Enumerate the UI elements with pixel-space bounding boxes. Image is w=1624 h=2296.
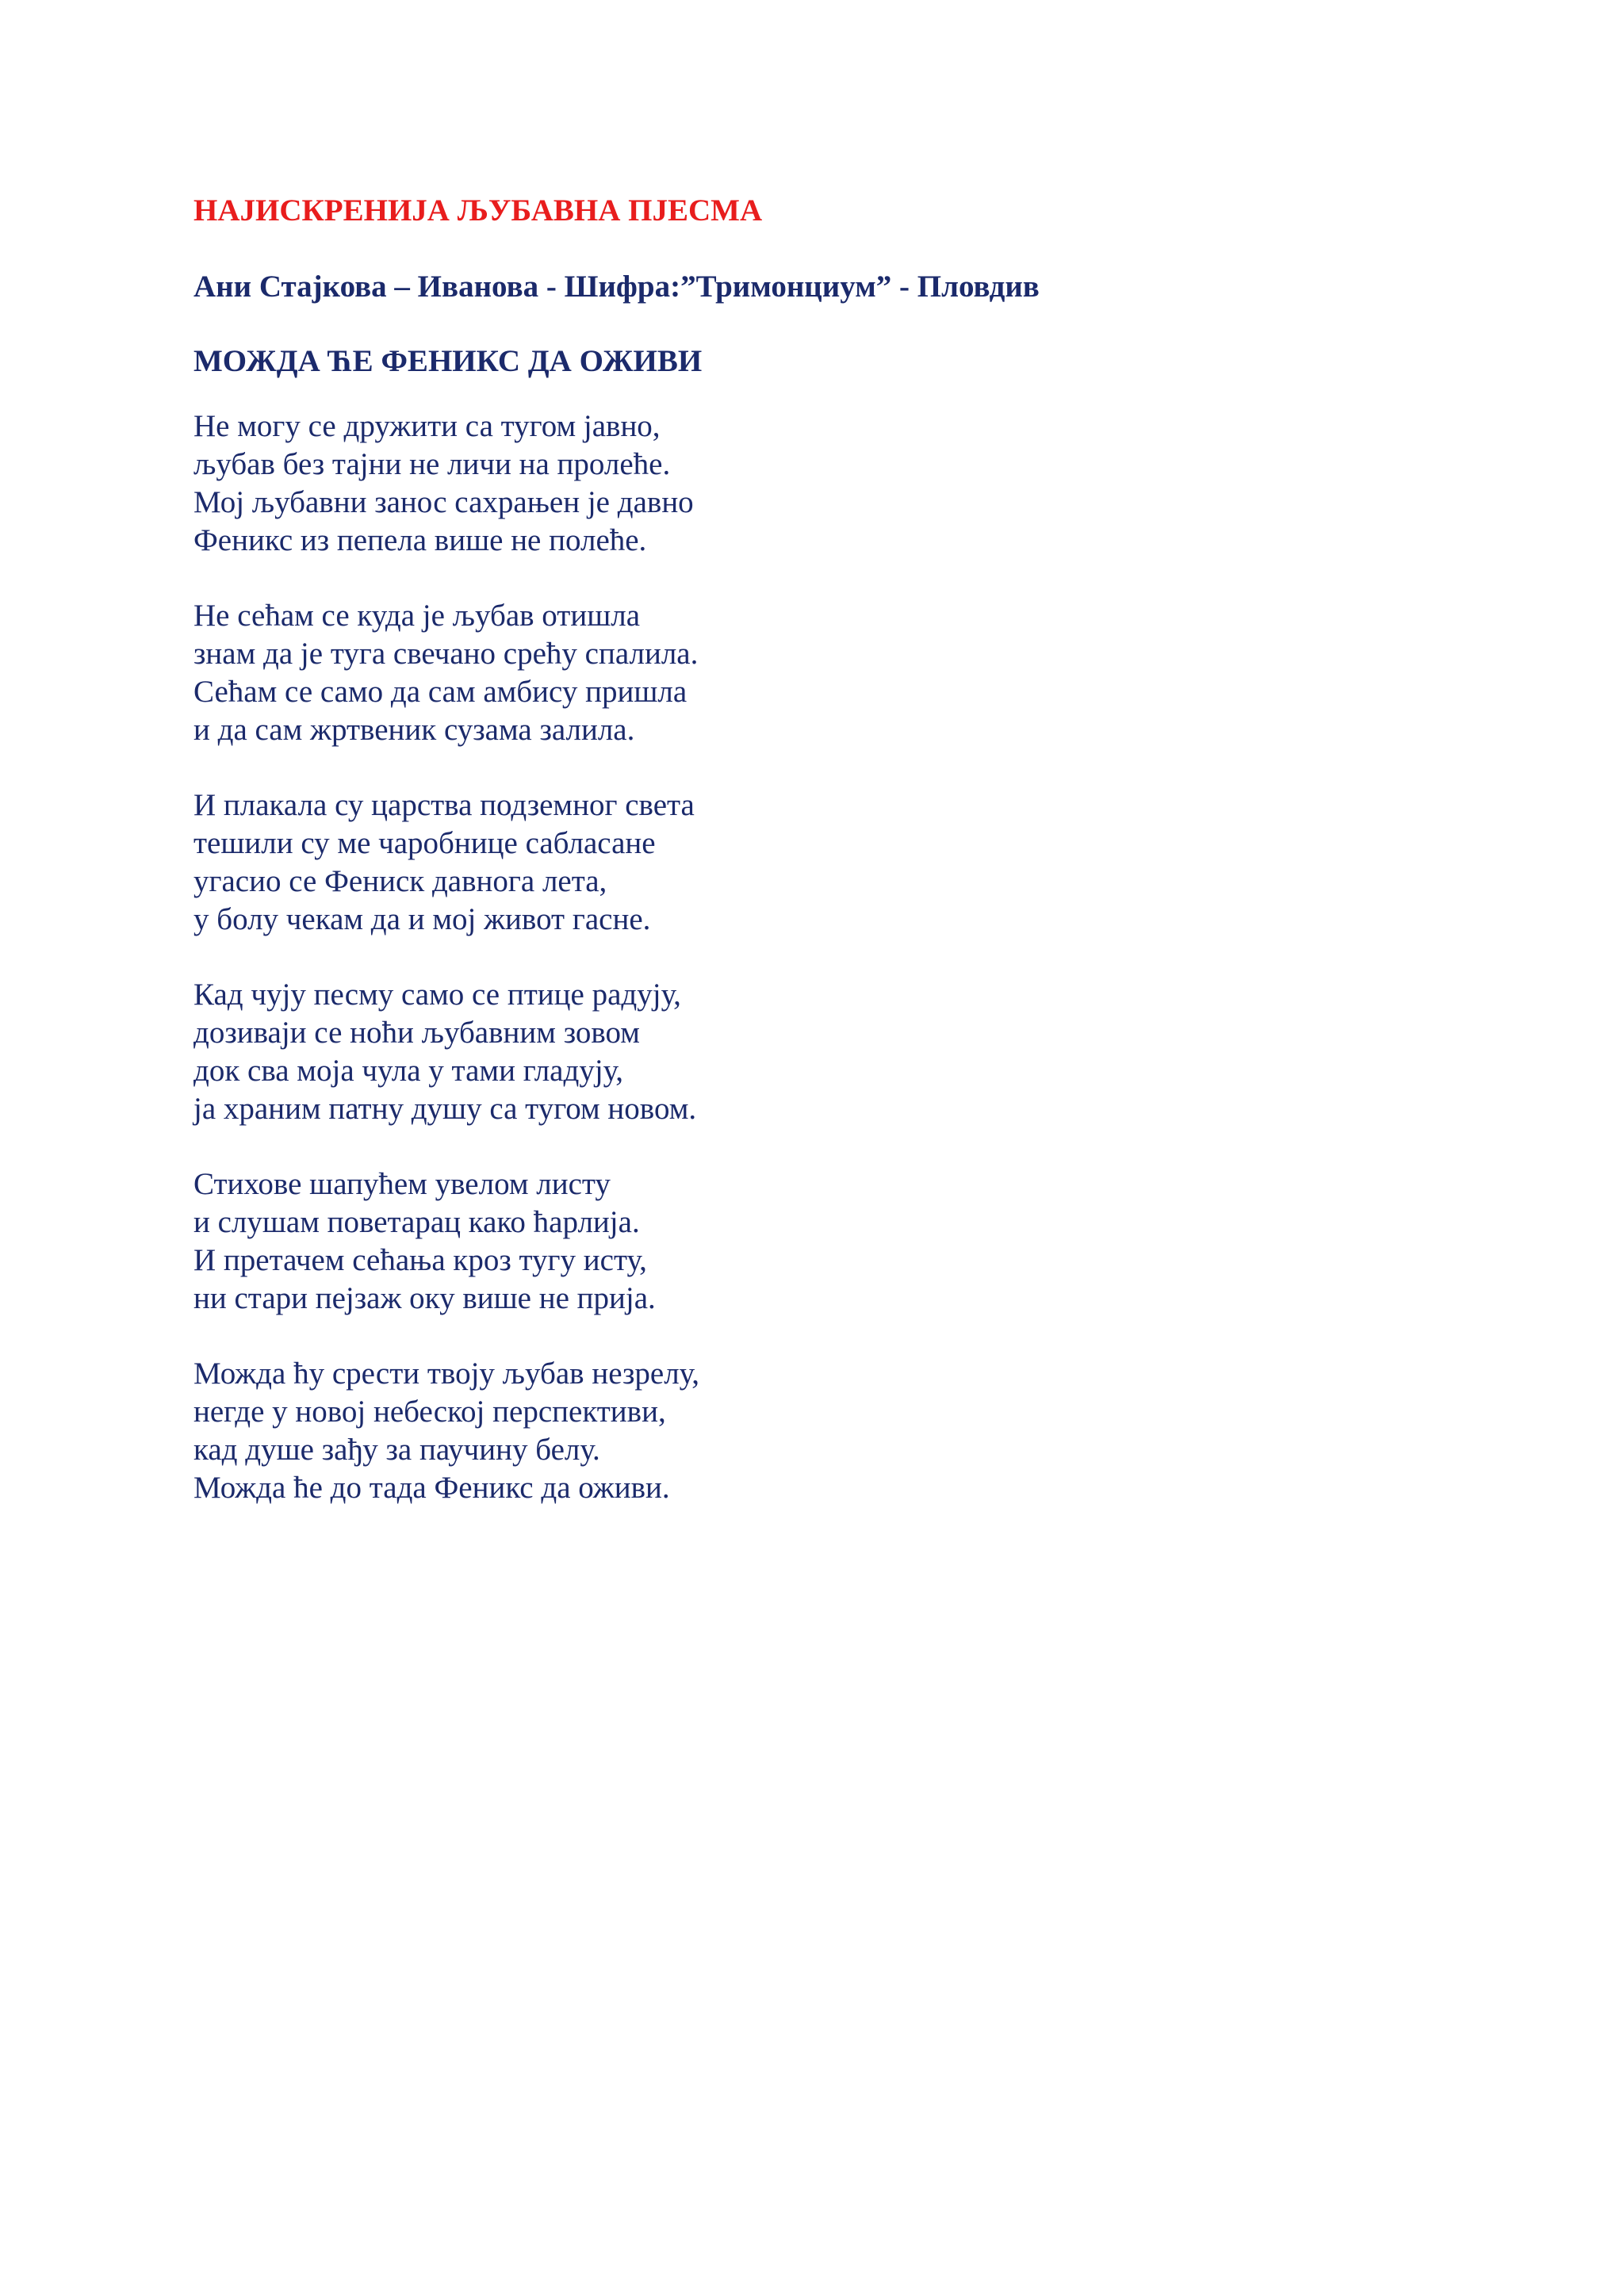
poem-line: док сва моја чула у тами гладују, [193, 1054, 624, 1088]
author-line: Ани Стајкова – Иванова - Шифра:”Тримонциум” - Пловдив [193, 270, 1040, 304]
poem-line: дозиваји се ноћи љубавним зовом [193, 1016, 640, 1050]
document-content [193, 187, 1494, 1544]
poem-line: Можда ћу срести твоју љубав незрелу, [193, 1357, 700, 1391]
stanza-6 [193, 1355, 1494, 1507]
poem-line: Не сећам се куда је љубав отишла [193, 599, 641, 633]
poem-line: Сећам се само да сам амбису пришла [193, 675, 688, 709]
poem-line: негде у новој небеској перспективи, [193, 1395, 666, 1429]
poem-line: И плакала су царства подземног света [193, 788, 695, 822]
poem-line: тешили су ме чаробнице сабласане [193, 826, 656, 860]
poem-line: угасио се Фениск давнога лета, [193, 864, 607, 898]
poem-line: Не могу се дружити са тугом јавно, [193, 409, 661, 443]
poem-line: ја храним патну душу са тугом новом. [193, 1092, 697, 1126]
category-heading: НАЈИСКРЕНИЈА ЉУБАВНА ПЈЕСМА [193, 193, 763, 228]
poem-line: у болу чекам да и мој живот гасне. [193, 902, 651, 936]
stanza-3 [193, 786, 1494, 939]
poem-line: кад душе зађу за паучину белу. [193, 1433, 600, 1467]
poem-line: Кад чују песму само се птице радују, [193, 978, 681, 1012]
stanza-5 [193, 1165, 1494, 1318]
poem-line: љубав без тајни не личи на пролеће. [193, 447, 671, 481]
poem-line: И претачем сећања кроз тугу исту, [193, 1243, 647, 1277]
stanza-1 [193, 408, 1494, 560]
poem-line: Мој љубавни занос сахрањен је давно [193, 485, 694, 519]
poem-line: Можда ће до тада Феникс да оживи. [193, 1471, 670, 1505]
poem-line: Стихове шапућем увелом листу [193, 1167, 611, 1201]
stanza-2 [193, 597, 1494, 749]
stanza-4 [193, 976, 1494, 1128]
poem-title: МОЖДА ЋЕ ФЕНИКС ДА ОЖИВИ [193, 344, 703, 378]
poem-line: Феникс из пепела више не полеће. [193, 523, 647, 557]
poem-line: знам да је туга свечано срећу спалила. [193, 637, 699, 671]
poem-line: и да сам жртвеник сузама залила. [193, 713, 635, 747]
poem-line: и слушам поветарац како ћарлија. [193, 1205, 640, 1239]
poem-line: ни стари пејзаж оку више не прија. [193, 1281, 656, 1315]
poem-body [193, 408, 1494, 1507]
